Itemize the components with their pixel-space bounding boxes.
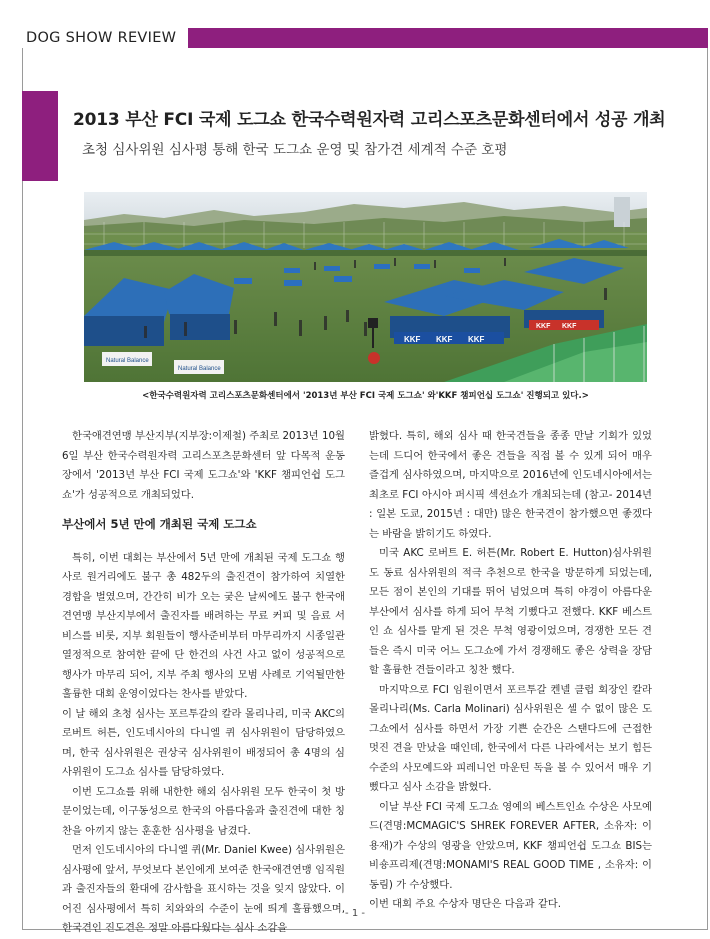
title-accent-bar: [22, 91, 58, 181]
kkf-banner-text: KKF: [536, 323, 551, 330]
section-heading: 부산에서 5년 만에 개최된 국제 도그쇼: [62, 517, 257, 531]
left-column: [62, 427, 345, 939]
body-paragraph: 이 날 해외 초청 심사는 포르투갈의 칼라 몰리나리, 미국 AKC의 로버트 허튼, 인도네시아의 다니엘 퀴 심사위원이 담당하였으며, 한국 심사위원은 권상국 심사위원이 배정되어 총 4명의 심사위원이 도그쇼 심사를 담당하였다.: [62, 707, 345, 778]
article-title: 2013 부산 FCI 국제 도그쇼 한국수력원자력 고리스포츠문화센터에서 성공 개최: [73, 110, 666, 130]
body-paragraph: 이번 도그쇼를 위해 내한한 해외 심사위원 모두 한국이 첫 방문이었는데, 이구동성으로 한국의 아름다움과 출진견에 대한 칭찬을 아끼지 않는 훈훈한 심사평을 남겼다.: [62, 785, 345, 837]
sponsor-sign-text: Natural Balance: [178, 366, 221, 372]
body-paragraph: 이날 부산 FCI 국제 도그쇼 영예의 베스트인쇼 수상은 사모예드(견명:MCMAGIC'S SHREK FOREVER AFTER, 소유자: 이용재)가 수상의 영광을 안았으며, KKF 챔피언쉽 도그쇼 BIS는 비숑프리제(견명:MONAMI'S REAL GOOD TIME , 소유자: 이동림) 가 수상했다.: [369, 800, 652, 891]
kkf-banner-text: KKF: [404, 335, 421, 344]
body-paragraph: 미국 AKC 로버트 E. 허튼(Mr. Robert E. Hutton)심사위원도 동료 심사위원의 적극 추천으로 한국을 방문하게 되었는데, 모든 점이 본인의 기대를 뛰어 넘었으며 특히 야경이 아름다운 부산에서 심사를 하게 되어 무척 기뻤다고 전했다. KKF 베스트 인 쇼 심사를 맡게 된 것은 무척 영광이었으며, 경쟁한 모든 견들은 즉시 미국 어느 도그쇼에 가서 경쟁해도 좋은 상력을 장담할 훌륭한 견들이라고 칭찬 했다.: [369, 547, 652, 676]
body-paragraph: 특히, 이번 대회는 부산에서 5년 만에 개최된 국제 도그쇼 행사로 원거리에도 불구 총 482두의 출진견이 참가하여 치열한 경합을 벌였으며, 간간히 비가 오는 궂은 날씨에도 불구 한국애견연맹 부산지부에서 출진자를 배려하는 무료 커피 및 음료 서비스를 비롯, 지부 회원들이 행사준비부터 마무리까지 시종일관 열정적으로 참여한 끝에 단 한건의 사건 사고 없이 성공적으로 행사가 마무리 되어, 지부 주최 행사의 모범 사례로 기억될만한 훌륭한 대회 운영이었다는 찬사를 받았다.: [62, 551, 345, 700]
body-paragraph: 먼저 인도네시아의 다니엘 퀴(Mr. Daniel Kwee) 심사위원은 심사평에 앞서, 무엇보다 본인에게 보여준 한국애견연맹 임직원과 출진자들의 환대에 감사함을 표시하는 것을 잊지 않았다. 이어진 심사평에서 특히 치와와의 수준이 눈에 띄게 훌륭했으며, 한국견인 진도견은 정말 아름다웠다는 심사 소감을: [62, 844, 345, 934]
event-photo: [84, 192, 647, 382]
right-column: [369, 427, 652, 915]
photo-caption: <한국수력원자력 고리스포츠문화센터에서 '2013년 부산 FCI 국제 도그쇼' 와'KKF 챔피언십 도그쇼' 진행되고 있다.>: [142, 391, 589, 401]
section-label: DOG SHOW REVIEW: [22, 28, 188, 48]
body-paragraph: 마지막으로 FCI 임원이면서 포르투갈 켄넬 클럽 회장인 칼라 몰리나리(Ms. Carla Molinari) 심사위원은 셀 수 없이 많은 도그쇼에서 심사를 하면서 가장 기쁜 순간은 스탠다드에 근접한 멋진 견을 만났을 때인데, 한국에서 다른 나라에서는 보기 힘든 수준의 사모예드와 피레니언 마운틴 독을 볼 수 있어서 매우 기뻤다고 심사 소감을 밝혔다.: [369, 683, 652, 793]
page-number: - 1 -: [345, 908, 365, 919]
sponsor-sign-text: Natural Balance: [106, 358, 149, 364]
kkf-banner-text: KKF: [436, 335, 453, 344]
body-paragraph: 밝혔다. 특히, 해외 심사 때 한국견들을 종종 만날 기회가 있었는데 드디어 한국에서 좋은 견들을 직접 볼 수 있게 되어 매우 즐겁게 심사하였으며, 마지막으로 2016년에 인도네시아에서는 최초로 FCI 아시아 퍼시픽 섹션쇼가 개최되는데 (참고- 2014년 : 일본 도쿄, 2015년 : 대만) 많은 한국견이 참가했으면 좋겠다는 바람을 밝히기도 하였다.: [369, 430, 652, 540]
body-paragraph: 이번 대회 주요 수상자 명단은 다음과 같다.: [369, 898, 562, 910]
article-subtitle: 초청 심사위원 심사평 통해 한국 도그쇼 운영 및 참가견 세계적 수준 호평: [82, 142, 508, 158]
kkf-banner-text: KKF: [562, 323, 577, 330]
body-paragraph: 한국애견연맹 부산지부(지부장:이제철) 주최로 2013년 10월 6일 부산 한국수력원자력 고리스포츠문화센터 앞 다목적 운동장에서 '2013년 부산 FCI 국제 도그쇼'와 'KKF 챔피언쉽 도그쇼'가 성공적으로 개최되었다.: [62, 430, 345, 501]
kkf-banner-text: KKF: [468, 335, 485, 344]
